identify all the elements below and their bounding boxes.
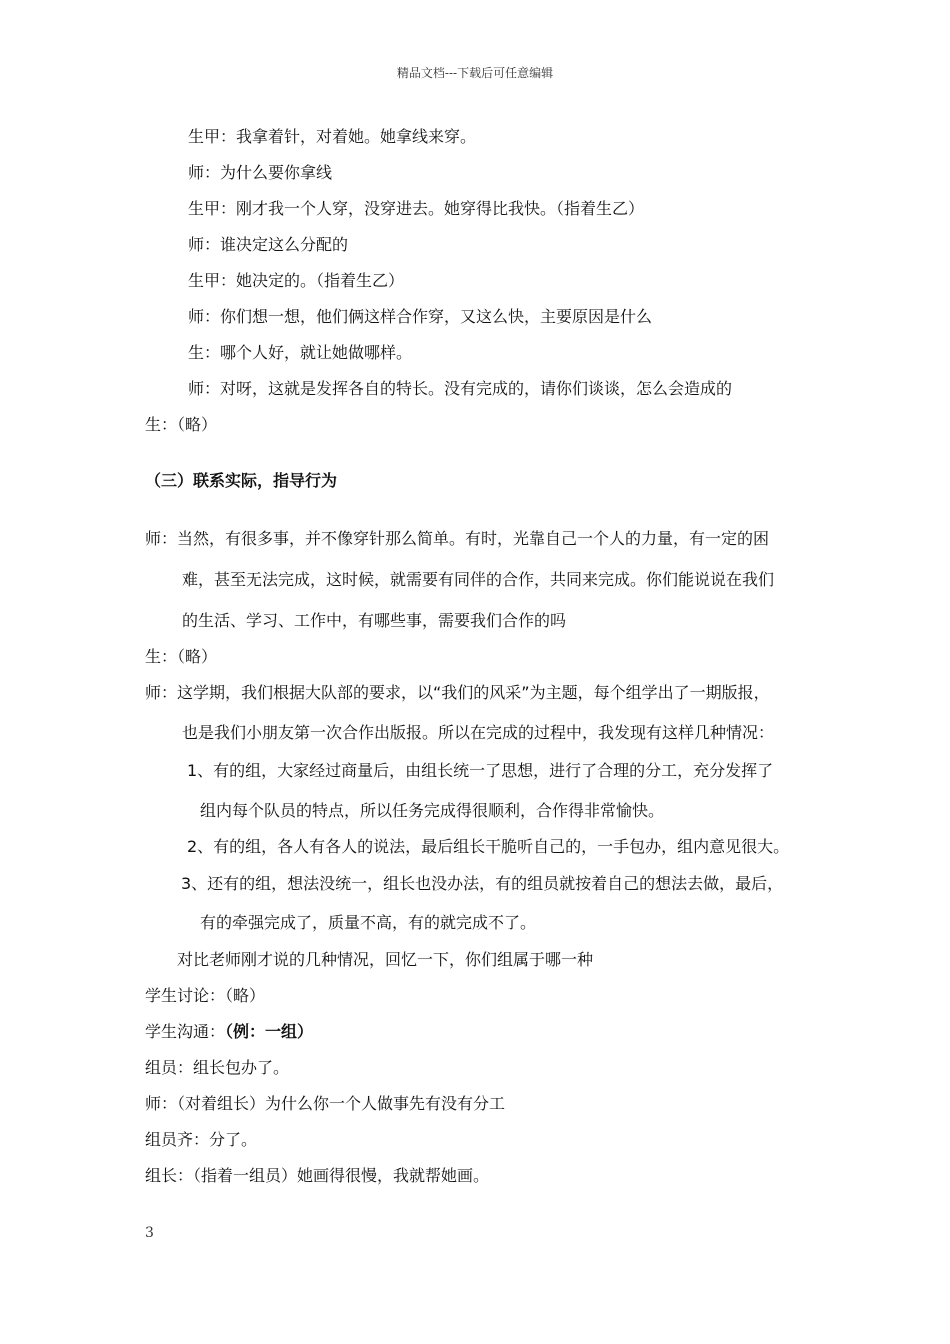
dialogue-line: 师：对呀，这就是发挥各自的特长。没有完成的，请你们谈谈，怎么会造成的 <box>188 379 733 398</box>
dialogue-line: 组长：（指着一组员）她画得很慢，我就帮她画。 <box>145 1166 490 1185</box>
dialogue-line: 生甲：她决定的。（指着生乙） <box>188 271 405 290</box>
list-item-continuation: 有的牵强完成了，质量不高，有的就完成不了。 <box>200 913 537 932</box>
paragraph-line: 也是我们小朋友第一次合作出版报。所以在完成的过程中，我发现有这样几种情况： <box>182 723 775 742</box>
communication-label: 学生沟通： <box>145 1022 226 1041</box>
list-item: 2、有的组，各人有各人的说法，最后组长干脆听自己的，一手包办，组内意见很大。 <box>187 837 790 856</box>
dialogue-line: 组员：组长包办了。 <box>145 1058 290 1077</box>
page-header: 精品文档---下载后可任意编辑 <box>396 66 554 80</box>
dialogue-line: 学生讨论：（略） <box>145 986 266 1005</box>
dialogue-line: 生：哪个人好，就让她做哪样。 <box>188 343 413 362</box>
section-heading: （三）联系实际，指导行为 <box>145 471 338 490</box>
dialogue-line: 师：你们想一想，他们俩这样合作穿，又这么快，主要原因是什么 <box>188 307 653 326</box>
dialogue-line: 师：为什么要你拿线 <box>188 163 333 182</box>
communication-example: （例：一组） <box>225 1022 314 1041</box>
paragraph-line: 师：当然，有很多事，并不像穿针那么简单。有时，光靠自己一个人的力量，有一定的困 <box>145 529 770 548</box>
dialogue-line: 组员齐：分了。 <box>145 1130 258 1149</box>
list-item-continuation: 组内每个队员的特点，所以任务完成得很顺利，合作得非常愉快。 <box>200 801 665 820</box>
list-item: 3、还有的组，想法没统一，组长也没办法，有的组员就按着自己的想法去做，最后， <box>181 874 784 893</box>
communication-line <box>145 1021 313 1043</box>
dialogue-line: 生：（略） <box>145 415 218 434</box>
paragraph-line: 师：这学期，我们根据大队部的要求，以“我们的风采”为主题，每个组学出了一期版报， <box>145 683 770 702</box>
dialogue-line: 师：（对着组长）为什么你一个人做事先有没有分工 <box>145 1094 506 1113</box>
page-number: 3 <box>145 1225 154 1241</box>
dialogue-line: 生甲：我拿着针，对着她。她拿线来穿。 <box>188 127 477 146</box>
dialogue-line: 生：（略） <box>145 647 218 666</box>
dialogue-line: 师：谁决定这么分配的 <box>188 235 349 254</box>
paragraph-line: 对比老师刚才说的几种情况，回忆一下，你们组属于哪一种 <box>177 950 594 969</box>
paragraph-line: 难，甚至无法完成，这时候，就需要有同伴的合作，共同来完成。你们能说说在我们 <box>182 570 775 589</box>
dialogue-line: 生甲：刚才我一个人穿，没穿进去。她穿得比我快。（指着生乙） <box>188 199 645 218</box>
paragraph-line: 的生活、学习、工作中，有哪些事，需要我们合作的吗 <box>182 611 567 630</box>
list-item: 1、有的组，大家经过商量后，由组长统一了思想，进行了合理的分工，充分发挥了 <box>187 761 774 780</box>
